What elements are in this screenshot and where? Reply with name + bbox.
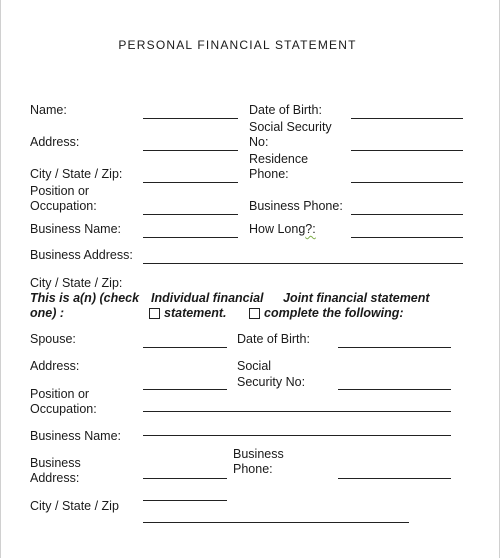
spouse-business-address-field-2[interactable] [143, 500, 227, 501]
business-name-field[interactable] [143, 237, 238, 238]
ssn-field[interactable] [351, 150, 463, 151]
name-label: Name: [30, 103, 67, 117]
position-label-line1: Position or [30, 184, 90, 198]
how-long-label-text: How Long [249, 222, 306, 236]
name-field[interactable] [143, 118, 238, 119]
spouse-dob-field[interactable] [338, 347, 451, 348]
spouse-ssn-label-line1: Social [237, 359, 272, 373]
spouse-business-address-label-line1: Business [30, 456, 81, 470]
residence-phone-label-line2: Phone: [249, 167, 289, 181]
business-address-label: Business Address: [30, 248, 133, 262]
position-label-line2: Occupation: [30, 199, 97, 213]
individual-checkbox[interactable] [149, 308, 160, 319]
joint-checkbox[interactable] [249, 308, 260, 319]
joint-option-line2: complete the following: [264, 306, 404, 320]
residence-phone-label-line1: Residence [249, 152, 309, 166]
individual-option-line1: Individual financial [151, 291, 264, 305]
city-state-zip-label-2: City / State / Zip: [30, 276, 123, 290]
spouse-business-phone-field[interactable] [338, 478, 451, 479]
spouse-business-name-label: Business Name: [30, 429, 122, 443]
how-long-field[interactable] [351, 237, 463, 238]
residence-phone-field[interactable] [351, 182, 463, 183]
business-name-label: Business Name: [30, 222, 122, 236]
spouse-address-label: Address: [30, 359, 80, 373]
dob-field[interactable] [351, 118, 463, 119]
spouse-dob-label: Date of Birth: [237, 332, 310, 346]
business-phone-label: Business Phone: [249, 199, 343, 213]
page-title: PERSONAL FINANCIAL STATEMENT [118, 38, 357, 52]
position-field[interactable] [143, 214, 238, 215]
ssn-label-line2: No: [249, 135, 269, 149]
spouse-position-label-line2: Occupation: [30, 402, 97, 416]
business-address-field[interactable] [143, 263, 463, 264]
spouse-position-field[interactable] [143, 411, 451, 412]
spouse-label: Spouse: [30, 332, 76, 346]
address-field[interactable] [143, 150, 238, 151]
spouse-business-phone-label-line1: Business [233, 447, 284, 461]
spouse-ssn-label-line2: Security No: [237, 375, 306, 389]
how-long-label-suffix: ?: [305, 222, 316, 236]
how-long-label [249, 222, 316, 237]
spouse-name-field[interactable] [143, 347, 227, 348]
business-phone-field[interactable] [351, 214, 463, 215]
joint-option-line1: Joint financial statement [283, 291, 430, 305]
spouse-ssn-field[interactable] [338, 389, 451, 390]
ssn-label-line1: Social Security [249, 120, 332, 134]
city-state-zip-field[interactable] [143, 182, 238, 183]
dob-label: Date of Birth: [249, 103, 322, 117]
spouse-city-state-zip-field[interactable] [143, 522, 409, 523]
individual-option-line2: statement. [164, 306, 227, 320]
spouse-address-field[interactable] [143, 389, 227, 390]
spouse-business-phone-label-line2: Phone: [233, 462, 273, 476]
spouse-business-address-field[interactable] [143, 478, 227, 479]
address-label: Address: [30, 135, 80, 149]
city-state-zip-label: City / State / Zip: [30, 167, 123, 181]
statement-type-prompt-line2: one) : [30, 306, 65, 320]
spouse-position-label-line1: Position or [30, 387, 90, 401]
spouse-city-state-zip-label: City / State / Zip [30, 499, 119, 513]
page-border-left [0, 0, 1, 558]
statement-type-prompt-line1: This is a(n) (check [30, 291, 140, 305]
spouse-business-name-field[interactable] [143, 435, 451, 436]
spouse-business-address-label-line2: Address: [30, 471, 80, 485]
